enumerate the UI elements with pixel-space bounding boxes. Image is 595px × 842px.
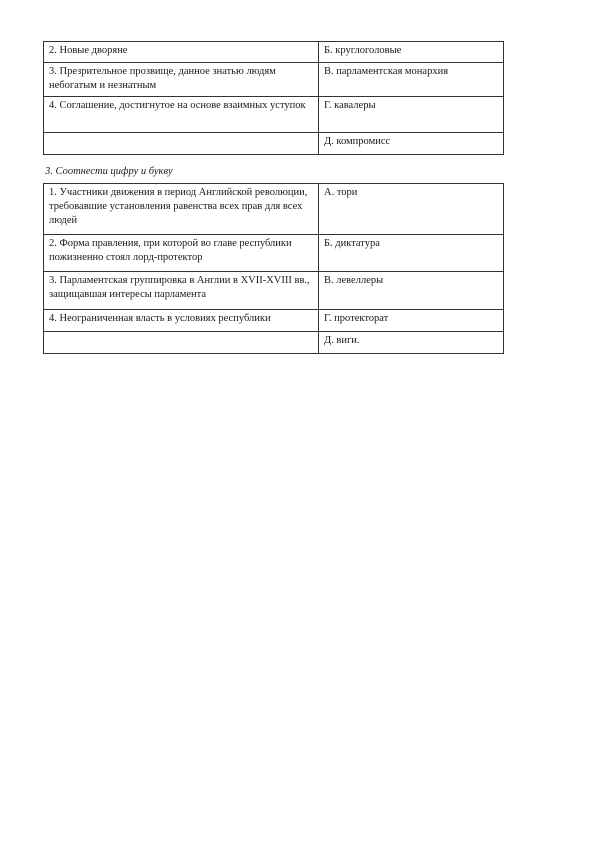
answer-cell: А. тори [319, 184, 504, 235]
table-row [44, 42, 504, 63]
answer-cell: Б. круглоголовые [319, 42, 504, 63]
table-row [44, 310, 504, 332]
table-row [44, 184, 504, 235]
term-cell: 4. Соглашение, достигнутое на основе взаимных уступок [44, 97, 319, 133]
matching-table-2 [43, 183, 504, 354]
table-row [44, 235, 504, 272]
table-row [44, 332, 504, 354]
answer-cell: Б. диктатура [319, 235, 504, 272]
empty-term-cell [44, 133, 319, 155]
term-cell: 4. Неограниченная власть в условиях республики [44, 310, 319, 332]
answer-cell: Д. виги. [319, 332, 504, 354]
table-row [44, 97, 504, 133]
empty-term-cell [44, 332, 319, 354]
term-cell: 1. Участники движения в период Английской революции, требовавшие установления равенства всех прав для всех людей [44, 184, 319, 235]
answer-cell: Д. компромисс [319, 133, 504, 155]
term-cell: 2. Форма правления, при которой во главе республики пожизненно стоял лорд-протектор [44, 235, 319, 272]
table-row [44, 63, 504, 97]
term-cell: 3. Презрительное прозвище, данное знатью людям небогатым и незнатным [44, 63, 319, 97]
answer-cell: Г. кавалеры [319, 97, 504, 133]
term-cell: 3. Парламентская группировка в Англии в XVII-XVIII вв., защищавшая интересы парламента [44, 272, 319, 310]
answer-cell: В. парламентская монархия [319, 63, 504, 97]
term-cell: 2. Новые дворяне [44, 42, 319, 63]
table-row [44, 272, 504, 310]
task-3-heading: 3. Соотнести цифру и букву [45, 166, 173, 177]
matching-table-1 [43, 41, 504, 155]
table-row [44, 133, 504, 155]
answer-cell: В. левеллеры [319, 272, 504, 310]
answer-cell: Г. протекторат [319, 310, 504, 332]
